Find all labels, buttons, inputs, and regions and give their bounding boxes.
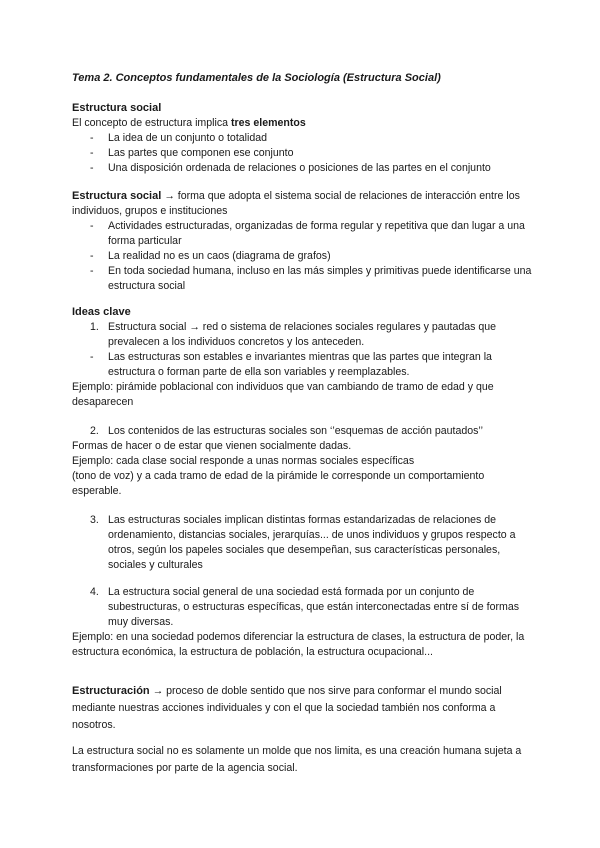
- idea-item-3: [72, 513, 532, 573]
- bullet-dash: -: [90, 147, 94, 159]
- document-title: Tema 2. Conceptos fundamentales de la Sociología (Estructura Social): [72, 72, 441, 84]
- idea-block-2: [72, 424, 532, 499]
- idea-item-4: [72, 585, 532, 630]
- example-4: Ejemplo: en una sociedad podemos diferenciar la estructura de clases, la estructura de poder, la estructura económica, la estructura de población, la estructura ocupacional...: [72, 631, 525, 658]
- section2-definition: [72, 189, 532, 219]
- idea-number: 3.: [90, 514, 99, 526]
- section-definicion: [72, 189, 532, 294]
- list-item: [72, 350, 532, 380]
- section4-definition: [72, 683, 532, 734]
- section1-intro: [72, 116, 532, 131]
- idea-number: 2.: [90, 425, 99, 437]
- bullet-dash: -: [90, 132, 94, 144]
- idea-text: Estructura social → red o sistema de relaciones sociales regulares y pautadas que prevalecen a los individuos concretos y los anteceden.: [108, 321, 497, 348]
- list-item-text: La realidad no es un caos (diagrama de grafos): [108, 250, 331, 262]
- bullet-dash: -: [90, 162, 94, 174]
- list-item: [72, 264, 532, 294]
- idea-item-1: [72, 320, 532, 350]
- example-2b: (tono de voz) y a cada tramo de edad de la pirámide le corresponde un comportamiento esperable.: [72, 470, 485, 497]
- list-item: [72, 161, 532, 176]
- section4-term: Estructuración: [72, 685, 150, 697]
- section4-definition-text: → proceso de doble sentido que nos sirve para conformar el mundo social mediante nuestras acciones individuales y con el que la sociedad también nos conforma a nosotros.: [72, 685, 502, 731]
- list-item: [72, 146, 532, 161]
- list-item-text: La idea de un conjunto o totalidad: [108, 132, 268, 144]
- section1-intro-bold: tres elementos: [230, 117, 306, 129]
- example-2a: Ejemplo: cada clase social responde a unas normas sociales específicas: [72, 455, 415, 467]
- list-item: [72, 131, 532, 146]
- bullet-dash: -: [90, 351, 94, 363]
- idea-number: 1.: [90, 321, 99, 333]
- idea2-continuation: Formas de hacer o de estar que vienen socialmente dadas.: [72, 440, 352, 452]
- section2-term: Estructura social: [72, 190, 162, 202]
- idea-block-4: [72, 585, 532, 660]
- list-item-text: Una disposición ordenada de relaciones o posiciones de las partes en el conjunto: [108, 162, 491, 174]
- bullet-dash: -: [90, 220, 94, 232]
- section-estructura-social: [72, 101, 532, 176]
- section1-heading: Estructura social: [72, 102, 162, 114]
- bullet-dash: -: [90, 265, 94, 277]
- example-1: Ejemplo: pirámide poblacional con individuos que van cambiando de tramo de edad y que desaparecen: [72, 381, 494, 408]
- section-ideas-clave: [72, 305, 532, 380]
- section3-heading: Ideas clave: [72, 306, 131, 318]
- idea-item-2: [72, 424, 532, 439]
- list-item: [72, 219, 532, 249]
- section-estructuracion: [72, 683, 532, 734]
- list-item-text: Las partes que componen ese conjunto: [108, 147, 294, 159]
- idea-block-3: [72, 513, 532, 573]
- idea-text: Los contenidos de las estructuras sociales son ‘’esquemas de acción pautados’’: [108, 425, 483, 437]
- idea-text: Las estructuras sociales implican distintas formas estandarizadas de relaciones de ordenamiento, distancias sociales, jerarquías... de unos individuos y grupos respecto a otros, según los papeles sociales que desempeñan, sus características personales, sociales y culturales: [108, 514, 516, 571]
- section1-intro-text: El concepto de estructura implica: [72, 117, 231, 129]
- idea-number: 4.: [90, 586, 99, 598]
- closing-paragraph: La estructura social no es solamente un molde que nos limita, es una creación humana sujeta a transformaciones por parte de la agencia social.: [72, 745, 522, 774]
- section2-definition-text: → forma que adopta el sistema social de relaciones de interacción entre los individuos, grupos e instituciones: [72, 190, 520, 217]
- list-item-text: Actividades estructuradas, organizadas de forma regular y repetitiva que dan lugar a una forma particular: [108, 220, 525, 247]
- list-item-text: Las estructuras son estables e invariantes mientras que las partes que integran la estructura o forman parte de ella son variables y reemplazables.: [108, 351, 492, 378]
- idea-text: La estructura social general de una sociedad está formada por un conjunto de subestructuras, o estructuras específicas, que están interconectadas entre sí de formas muy diversas.: [108, 586, 520, 628]
- list-item: [72, 249, 532, 264]
- list-item-text: En toda sociedad humana, incluso en las más simples y primitivas puede identificarse una estructura social: [108, 265, 532, 292]
- bullet-dash: -: [90, 250, 94, 262]
